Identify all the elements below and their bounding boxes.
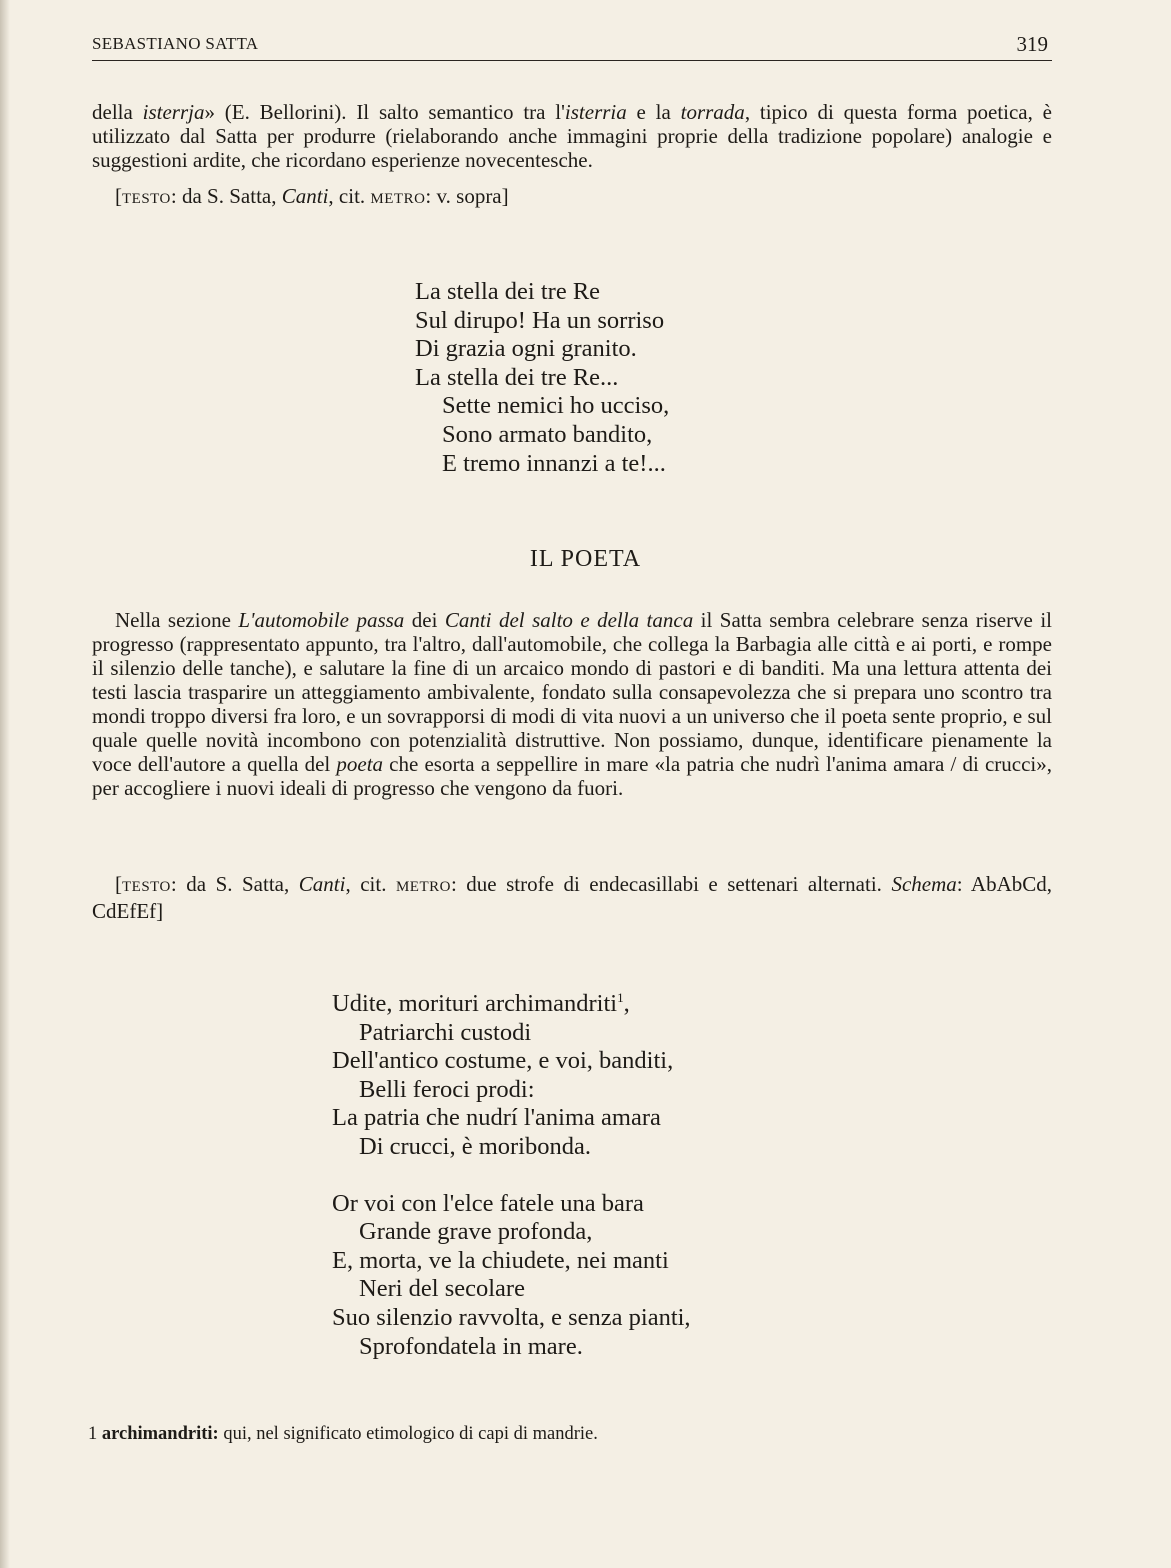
poeta-intro-paragraph — [92, 608, 1052, 800]
italic-term: poeta — [336, 752, 384, 776]
text-run: dei — [404, 608, 445, 632]
text-run: , tipico di questa forma poetica, è utilizzato dal Satta per produrre (rielaborando anche immagini proprie della tradizione popolare) analogie e suggestioni ardite, che ricordano esperienze novecentesche. — [92, 100, 1052, 172]
italic-term: torrada — [680, 100, 745, 124]
poem-line: Udite, morituri archimandriti$^1$, — [332, 989, 630, 1017]
poem-line: Sul dirupo! Ha un sorriso — [415, 306, 665, 334]
poem-line: Di crucci, è moribonda. — [359, 1132, 591, 1160]
text-run: il Satta sembra celebrare senza riserve il progresso (rappresentato appunto, tra l'altro, dall'automobile, che collega la Barbagia alle città e ai porti, e rompe il silenzio delle tanche), e salutare la fine di un arcaico mondo di pastori e di banditi. Ma una lettura attenta dei testi lascia trasparire un atteggiamento ambivalente, fondato sulla consapevolezza che si prepara uno scontro tra mondi troppo diversi fra loro, e un sovrapporsi di modi di vita nuovi a un universo che il poeta sente proprio, e sul quale quelle novità incombono con potenzialità distruttive. Non possiamo, dunque, identificare pienamente la voce dell'autore a quella del — [92, 608, 1052, 776]
text-run: : due strofe di endecasillabi e settenari alternati. — [450, 872, 892, 896]
italic-title: Canti — [281, 184, 329, 208]
page-header — [92, 32, 1052, 61]
poem-line: Sono armato bandito, — [442, 420, 653, 448]
italic-title: Canti del salto e della tanca — [444, 608, 694, 632]
poem-line-text: Udite, morituri archimandriti — [332, 990, 618, 1017]
text-run: della — [92, 100, 143, 124]
poem-line: Dell'antico costume, e voi, banditi, — [332, 1047, 674, 1075]
page-edge-shadow — [0, 0, 10, 1568]
footnote-number: 1 — [88, 1424, 98, 1444]
poem-line: Belli feroci prodi: — [359, 1075, 535, 1103]
poem-line: Suo silenzio ravvolta, e senza pianti, — [332, 1303, 691, 1331]
poem-line: La stella dei tre Re — [415, 278, 601, 305]
text-run: : v. sopra] — [425, 184, 509, 208]
text-run: e la — [626, 100, 681, 124]
poem-line: Or voi con l'elce fatele una bara — [332, 1189, 644, 1217]
text-run: : da S. Satta, — [170, 872, 299, 896]
source-note-2 — [92, 872, 1052, 923]
stanza-break — [332, 1162, 691, 1190]
text-run: , cit. — [328, 184, 371, 208]
poem-stella-dei-tre-re — [415, 278, 669, 478]
poem-line: Patriarchi custodi — [359, 1018, 532, 1046]
poem-line: E, morta, ve la chiudete, nei manti — [332, 1246, 669, 1274]
text-run: : AbAbCd, CdEfEf] — [92, 872, 1053, 923]
poem-line: La stella dei tre Re... — [415, 363, 619, 391]
small-caps-label: METRO — [395, 879, 451, 895]
source-note-1 — [92, 184, 1052, 211]
poem-line: Grande grave profonda, — [359, 1218, 593, 1246]
poem-line: Di grazia ogni granito. — [415, 335, 637, 363]
text-run: , cit. — [345, 872, 396, 896]
footnote-ref: 1 — [617, 989, 624, 1005]
footnote — [88, 1424, 598, 1445]
italic-title: Canti — [298, 872, 346, 896]
text-run: [ — [115, 184, 122, 208]
poem-il-poeta — [332, 990, 691, 1361]
text-run: Nella sezione — [115, 608, 239, 632]
poem-line: E tremo innanzi a te!... — [442, 449, 666, 477]
text-run: che esorta a seppellire in mare «la patria che nudrì l'anima amara / di crucci», per accogliere i nuovi ideali di progresso che vengono da fuori. — [92, 752, 1053, 800]
footnote-text: qui, nel significato etimologico di capi di mandrie. — [218, 1424, 598, 1444]
italic-term: isterria — [564, 100, 627, 124]
poem-line: Sprofondatela in mare. — [359, 1332, 583, 1360]
small-caps-label: TESTO — [122, 191, 171, 207]
section-title: IL POETA — [529, 546, 642, 572]
italic-term: isterrja — [142, 100, 205, 124]
italic-title: L'automobile passa — [238, 608, 405, 632]
page-number: 319 — [1016, 32, 1048, 56]
text-run: [ — [115, 872, 122, 896]
intro-paragraph — [92, 100, 1052, 172]
text-run: » (E. Bellorini). Il salto semantico tra l' — [204, 100, 565, 124]
poem-line: Neri del secolare — [359, 1275, 525, 1303]
poem-line: La patria che nudrí l'anima amara — [332, 1104, 661, 1132]
italic-label: Schema — [891, 872, 957, 896]
poem-line: Sette nemici ho ucciso, — [442, 392, 670, 420]
small-caps-label: TESTO — [122, 879, 171, 895]
footnote-term: archimandriti: — [101, 1424, 219, 1444]
text-run: : da S. Satta, — [170, 184, 282, 208]
running-head: SEBASTIANO SATTA — [92, 34, 259, 53]
small-caps-label: METRO — [370, 191, 426, 207]
